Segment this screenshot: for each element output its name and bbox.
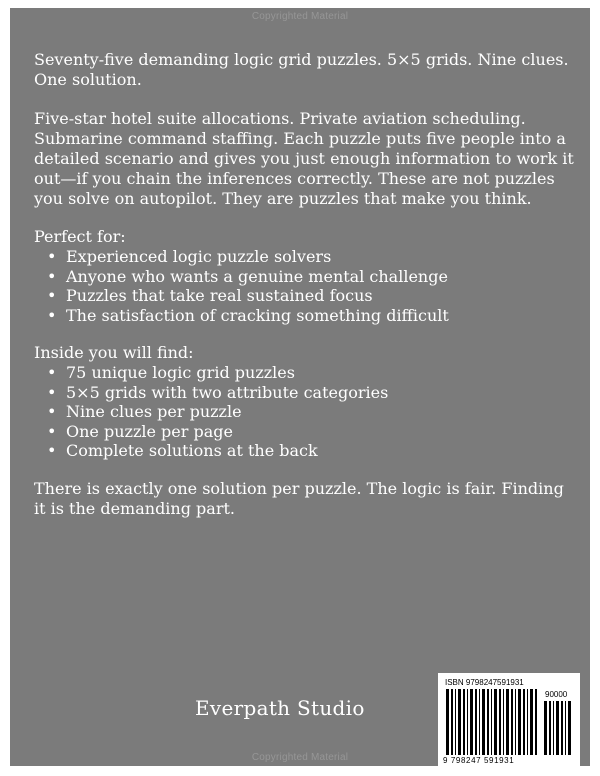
barcode-bar <box>556 701 559 755</box>
list-item: • The satisfaction of cracking something difficult <box>34 306 574 326</box>
inside-list <box>34 363 574 461</box>
barcode-bar <box>530 689 533 755</box>
list-item: • Anyone who wants a genuine mental challenge <box>34 267 574 287</box>
list-item: • One puzzle per page <box>34 422 574 442</box>
barcode-bar <box>475 689 477 755</box>
isbn-label: ISBN 9798247591931 <box>445 678 524 687</box>
barcode-bar <box>491 689 492 755</box>
barcode-bar <box>482 689 485 755</box>
back-cover <box>10 8 590 766</box>
barcode-bar <box>518 689 521 755</box>
inside-heading: Inside you will find: <box>34 343 194 362</box>
barcode-bar <box>549 701 551 755</box>
list-item: • 5×5 grids with two attribute categories <box>34 383 574 403</box>
perfect-for-list <box>34 247 574 325</box>
publisher-name: Everpath Studio <box>195 696 365 720</box>
barcode-bar <box>470 689 473 755</box>
list-item: • Nine clues per puzzle <box>34 402 574 422</box>
barcode-bar <box>511 689 513 755</box>
barcode-bar <box>506 689 509 755</box>
barcode-bar <box>561 701 563 755</box>
description-paragraph: Five-star hotel suite allocations. Private aviation scheduling. Submarine command staffing. Each puzzle puts five people into a detailed scenario and gives you just enough information to work it out—if you chain the inferences correctly. These are not puzzles you solve on autopilot. They are puzzles that make you think. <box>34 109 574 208</box>
barcode-bar <box>446 689 449 755</box>
barcode-bar <box>451 689 453 755</box>
price-code: 90000 <box>545 690 568 699</box>
watermark-bottom: Copyrighted Material <box>251 752 349 763</box>
closing-paragraph: There is exactly one solution per puzzle. The logic is fair. Finding it is the demanding part. <box>34 478 564 518</box>
barcode-bar <box>455 689 456 755</box>
list-item: • 75 unique logic grid puzzles <box>34 363 574 383</box>
barcode-bar <box>458 689 461 755</box>
barcode-bar <box>463 689 465 755</box>
perfect-for-heading: Perfect for: <box>34 227 126 246</box>
cover-text <box>34 50 574 537</box>
barcode-bar <box>544 701 547 755</box>
barcode-bar <box>494 689 497 755</box>
barcode-bar <box>568 701 571 755</box>
barcode-bar <box>565 701 566 755</box>
barcode-bar <box>503 689 504 755</box>
watermark-top: Copyrighted Material <box>251 11 349 22</box>
barcode-bar <box>553 701 554 755</box>
intro-paragraph: Seventy-five demanding logic grid puzzles. 5×5 grids. Nine clues. One solution. <box>34 50 569 89</box>
list-item: • Complete solutions at the back <box>34 441 574 461</box>
barcode-bar <box>467 689 468 755</box>
list-item: • Puzzles that take real sustained focus <box>34 286 574 306</box>
barcode-digits: 9 798247 591931 <box>443 756 515 765</box>
list-item: • Experienced logic puzzle solvers <box>34 247 574 267</box>
barcode-bar <box>515 689 516 755</box>
barcode-bar <box>535 689 537 755</box>
barcode-bar <box>479 689 480 755</box>
barcode-bar <box>499 689 501 755</box>
barcode-bar <box>523 689 525 755</box>
barcode-bar <box>527 689 528 755</box>
barcode-bar <box>487 689 489 755</box>
